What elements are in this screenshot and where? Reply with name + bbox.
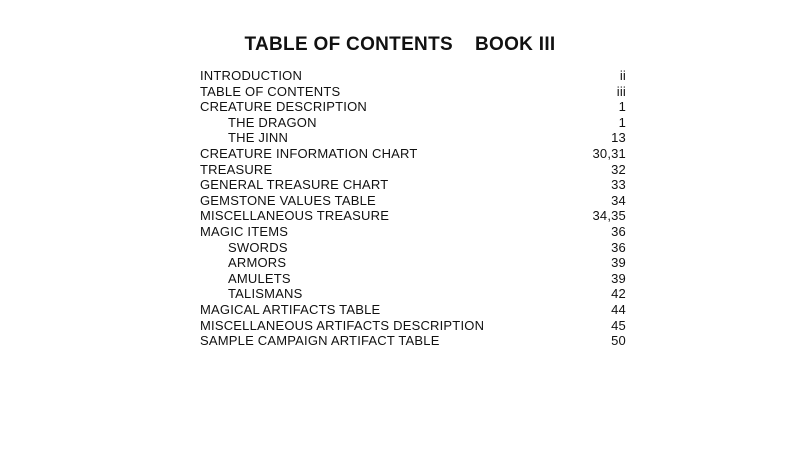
toc-entry (200, 208, 626, 224)
toc-entry-page: 13 (611, 130, 626, 146)
toc-entry-page: 32 (611, 161, 626, 177)
toc-entry (200, 84, 626, 100)
toc-entry-label: ARMORS (228, 255, 287, 271)
toc-entry (200, 162, 626, 178)
toc-entry-page: 36 (611, 223, 626, 239)
toc-entry-page: 34,35 (592, 208, 626, 224)
toc-entry (200, 99, 626, 115)
toc-entry-page: 45 (611, 317, 626, 333)
toc-entry-page: 33 (611, 177, 626, 193)
toc-entry-label: AMULETS (228, 270, 291, 286)
toc-entry-label: TABLE OF CONTENTS (200, 83, 341, 99)
book-label: BOOK III (474, 34, 556, 55)
toc-entry-label: THE JINN (228, 130, 289, 146)
toc-entry-label: SWORDS (228, 239, 288, 255)
toc-entry-page: 42 (611, 286, 626, 302)
toc-entry-page: 44 (611, 301, 626, 317)
toc-entry-label: SAMPLE CAMPAIGN ARTIFACT TABLE (200, 333, 440, 349)
toc-entry-label: TREASURE (200, 161, 273, 177)
toc-entry (200, 240, 626, 256)
toc-entry-label: GEMSTONE VALUES TABLE (200, 192, 376, 208)
toc-entry-label: MISCELLANEOUS TREASURE (200, 208, 390, 224)
page-title (0, 34, 800, 56)
toc-entry-page: 39 (611, 270, 626, 286)
toc-entry-page: 1 (618, 114, 626, 130)
toc-entry-label: MAGICAL ARTIFACTS TABLE (200, 301, 381, 317)
toc-entry-page: 34 (611, 192, 626, 208)
toc-entry-page: 1 (618, 99, 626, 115)
toc-entry (200, 318, 626, 334)
toc-entry-page: 30,31 (592, 145, 626, 161)
toc-entry-page: 36 (611, 239, 626, 255)
toc-entry (200, 146, 626, 162)
toc-entry-label: THE DRAGON (228, 114, 317, 130)
toc-entry (200, 255, 626, 271)
toc-entry (200, 193, 626, 209)
toc-entry (200, 271, 626, 287)
toc-entry (200, 177, 626, 193)
toc-entry (200, 333, 626, 349)
toc-entry-label: INTRODUCTION (200, 68, 303, 83)
toc-entry-label: MAGIC ITEMS (200, 223, 289, 239)
toc-entry-page: iii (616, 83, 626, 99)
toc-entry-label: CREATURE INFORMATION CHART (200, 145, 418, 161)
toc-entry (200, 224, 626, 240)
toc-entry (200, 302, 626, 318)
toc-entry (200, 130, 626, 146)
toc-entry-page: 50 (611, 333, 626, 349)
toc-entry-page: ii (619, 68, 626, 83)
table-of-contents-list (200, 68, 626, 349)
toc-entry (200, 68, 626, 84)
title-text: TABLE OF CONTENTS (244, 34, 453, 55)
toc-entry-label: CREATURE DESCRIPTION (200, 99, 367, 115)
toc-entry (200, 286, 626, 302)
toc-entry-label: MISCELLANEOUS ARTIFACTS DESCRIPTION (200, 317, 485, 333)
toc-entry-label: TALISMANS (228, 286, 303, 302)
toc-entry-page: 39 (611, 255, 626, 271)
toc-entry-label: GENERAL TREASURE CHART (200, 177, 389, 193)
toc-entry (200, 115, 626, 131)
